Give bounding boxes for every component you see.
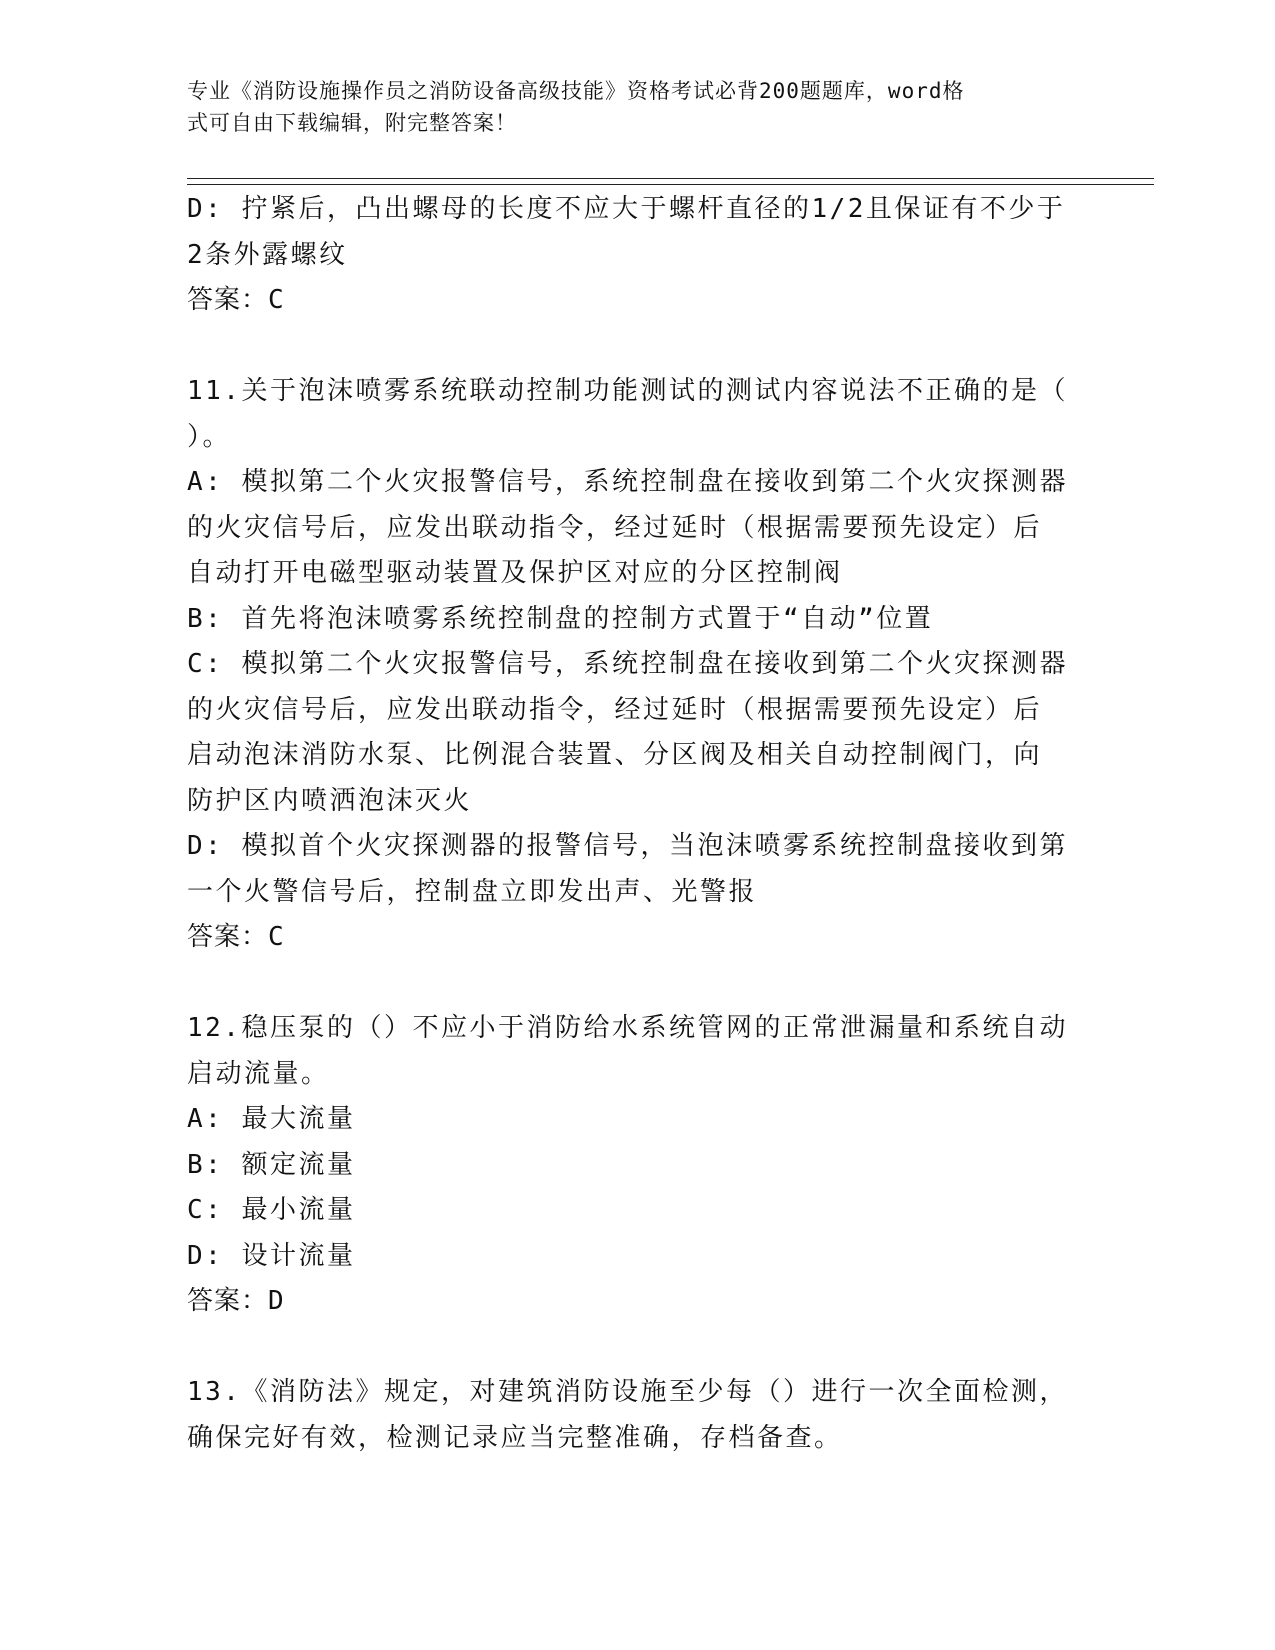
answer-text: 答案：C xyxy=(187,285,285,315)
question-content xyxy=(187,187,1087,1461)
question-12 xyxy=(187,1006,1087,1325)
option-a: A: 最大流量 xyxy=(187,1104,356,1134)
option-b: B: 额定流量 xyxy=(187,1149,356,1180)
answer-text: 答案：C xyxy=(187,922,285,952)
question-stem-line-1: 13.《消防法》规定，对建筑消防设施至少每（）进行一次全面检测， xyxy=(187,1377,1068,1407)
option-c: C: 最小流量 xyxy=(187,1195,356,1225)
option-c-line-1: C: 模拟第二个火灾报警信号，系统控制盘在接收到第二个火灾探测器 xyxy=(187,649,1068,679)
option-d-line-2: 一个火警信号后，控制盘立即发出声、光警报 xyxy=(187,876,758,907)
option-a-line-2: 的火灾信号后，应发出联动指令，经过延时（根据需要预先设定）后 xyxy=(187,512,1043,543)
header-line-2: 式可自由下载编辑，附完整答案！ xyxy=(187,111,517,135)
option-c-line-4: 防护区内喷洒泡沫灭火 xyxy=(187,785,473,816)
option-d-line-1: D: 模拟首个火灾探测器的报警信号，当泡沫喷雾系统控制盘接收到第 xyxy=(187,831,1068,861)
previous-question-tail xyxy=(187,187,1087,324)
option-d-line-2: 2条外露螺纹 xyxy=(187,239,348,270)
spacer xyxy=(187,324,1087,370)
question-stem-line-1: 11.关于泡沫喷雾系统联动控制功能测试的测试内容说法不正确的是（ xyxy=(187,376,1068,406)
header-divider xyxy=(187,178,1154,185)
answer-text: 答案：D xyxy=(187,1286,285,1316)
question-stem-line-1: 12.稳压泵的（）不应小于消防给水系统管网的正常泄漏量和系统自动 xyxy=(187,1013,1068,1043)
option-a-line-3: 自动打开电磁型驱动装置及保护区对应的分区控制阀 xyxy=(187,558,843,588)
page-header xyxy=(187,75,1067,139)
option-d-line-1: D: 拧紧后，凸出螺母的长度不应大于螺杆直径的1/2且保证有不少于 xyxy=(187,194,1066,224)
question-11 xyxy=(187,369,1087,961)
question-stem-line-2: ）。 xyxy=(187,421,232,452)
question-13 xyxy=(187,1370,1087,1461)
header-line-1: 专业《消防设施操作员之消防设备高级技能》资格考试必背200题题库，word格 xyxy=(187,79,965,103)
question-stem-line-2: 确保完好有效，检测记录应当完整准确，存档备查。 xyxy=(187,1422,843,1453)
option-d: D: 设计流量 xyxy=(187,1240,356,1271)
option-b-line-1: B: 首先将泡沫喷雾系统控制盘的控制方式置于“自动”位置 xyxy=(187,603,934,634)
spacer xyxy=(187,1325,1087,1371)
option-a-line-1: A: 模拟第二个火灾报警信号，系统控制盘在接收到第二个火灾探测器 xyxy=(187,467,1068,497)
option-c-line-3: 启动泡沫消防水泵、比例混合装置、分区阀及相关自动控制阀门，向 xyxy=(187,740,1043,770)
question-stem-line-2: 启动流量。 xyxy=(187,1058,330,1089)
option-c-line-2: 的火灾信号后，应发出联动指令，经过延时（根据需要预先设定）后 xyxy=(187,694,1043,725)
spacer xyxy=(187,961,1087,1007)
